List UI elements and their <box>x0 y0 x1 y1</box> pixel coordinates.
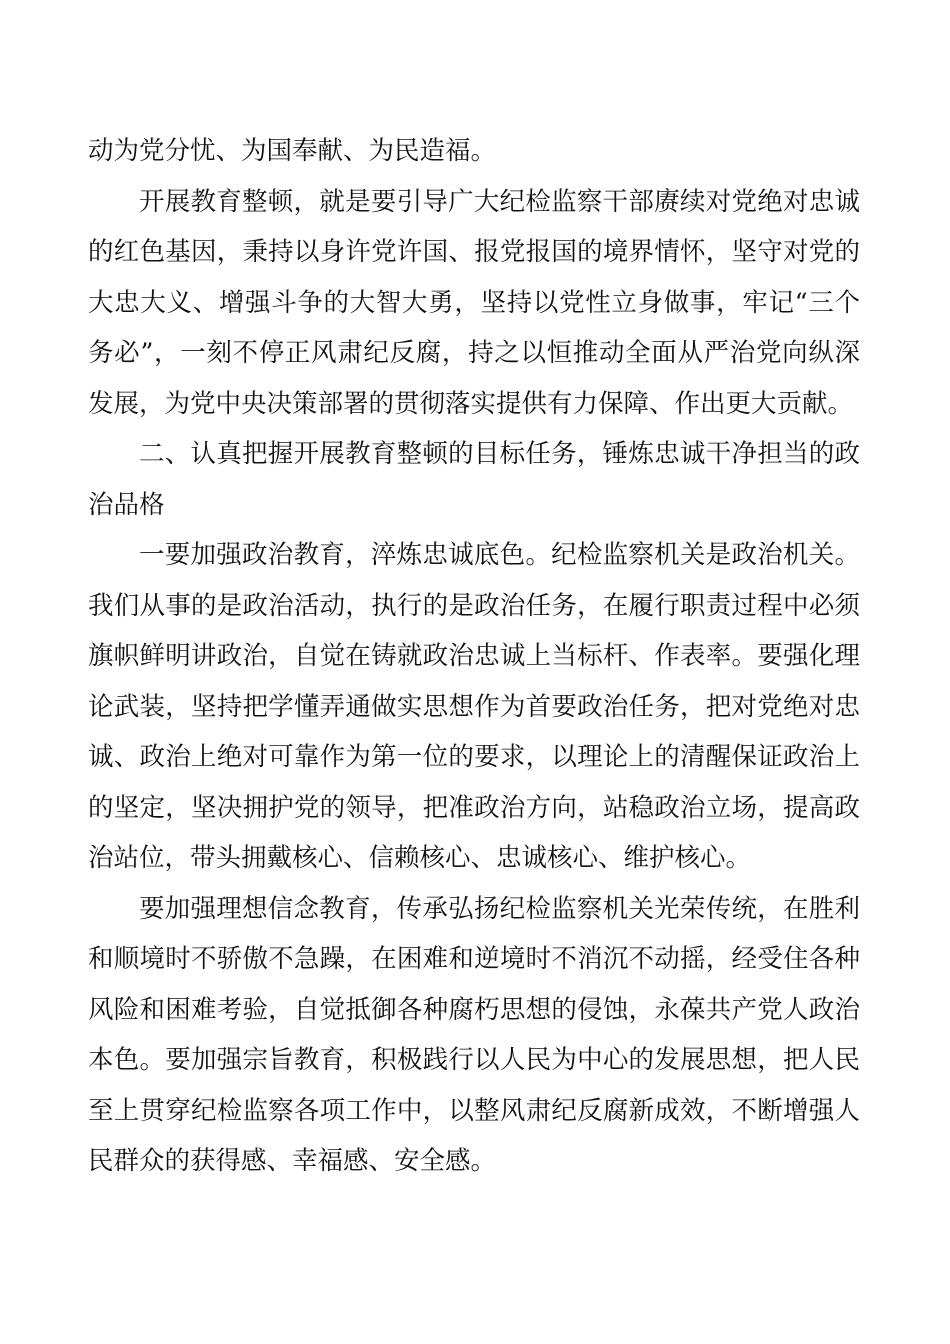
paragraph-ideals-beliefs: 要加强理想信念教育，传承弘扬纪检监察机关光荣传统，在胜利和顺境时不骄傲不急躁，在困难和逆境时不消沉不动摇，经受住各种风险和困难考验，自觉抵御各种腐朽思想的侵蚀，永葆共产党人政治本色。要加强宗旨教育，积极践行以人民为中心的发展思想，把人民至上贯穿纪检监察各项工作中，以整风肃纪反腐新成效，不断增强人民群众的获得感、幸福感、安全感。 <box>88 893 860 1176</box>
section-heading-two: 二、认真把握开展教育整顿的目标任务，锤炼忠诚干净担当的政治品格 <box>88 439 860 520</box>
paragraph-education-rectification: 开展教育整顿，就是要引导广大纪检监察干部赓续对党绝对忠诚的红色基因，秉持以身许党许国、报党报国的境界情怀，坚守对党的大忠大义、增强斗争的大智大勇，坚持以党性立身做事，牢记“三个务必”，一刻不停正风肃纪反腐，持之以恒推动全面从严治党向纵深发展，为党中央决策部署的贯彻落实提供有力保障、作出更大贡献。 <box>88 186 860 419</box>
paragraph-continuation: 动为党分忧、为国奉献、为民造福。 <box>88 136 497 166</box>
paragraph-political-education: 一要加强政治教育，淬炼忠诚底色。纪检监察机关是政治机关。我们从事的是政治活动，执行的是政治任务，在履行职责过程中必须旗帜鲜明讲政治，自觉在铸就政治忠诚上当标杆、作表率。要强化理论武装，坚持把学懂弄通做实思想作为首要政治任务，把对党绝对忠诚、政治上绝对可靠作为第一位的要求，以理论上的清醒保证政治上的坚定，坚决拥护党的领导，把准政治方向，站稳政治立场，提高政治站位，带头拥戴核心、信赖核心、忠诚核心、维护核心。 <box>88 540 860 873</box>
document-body <box>88 126 860 1187</box>
